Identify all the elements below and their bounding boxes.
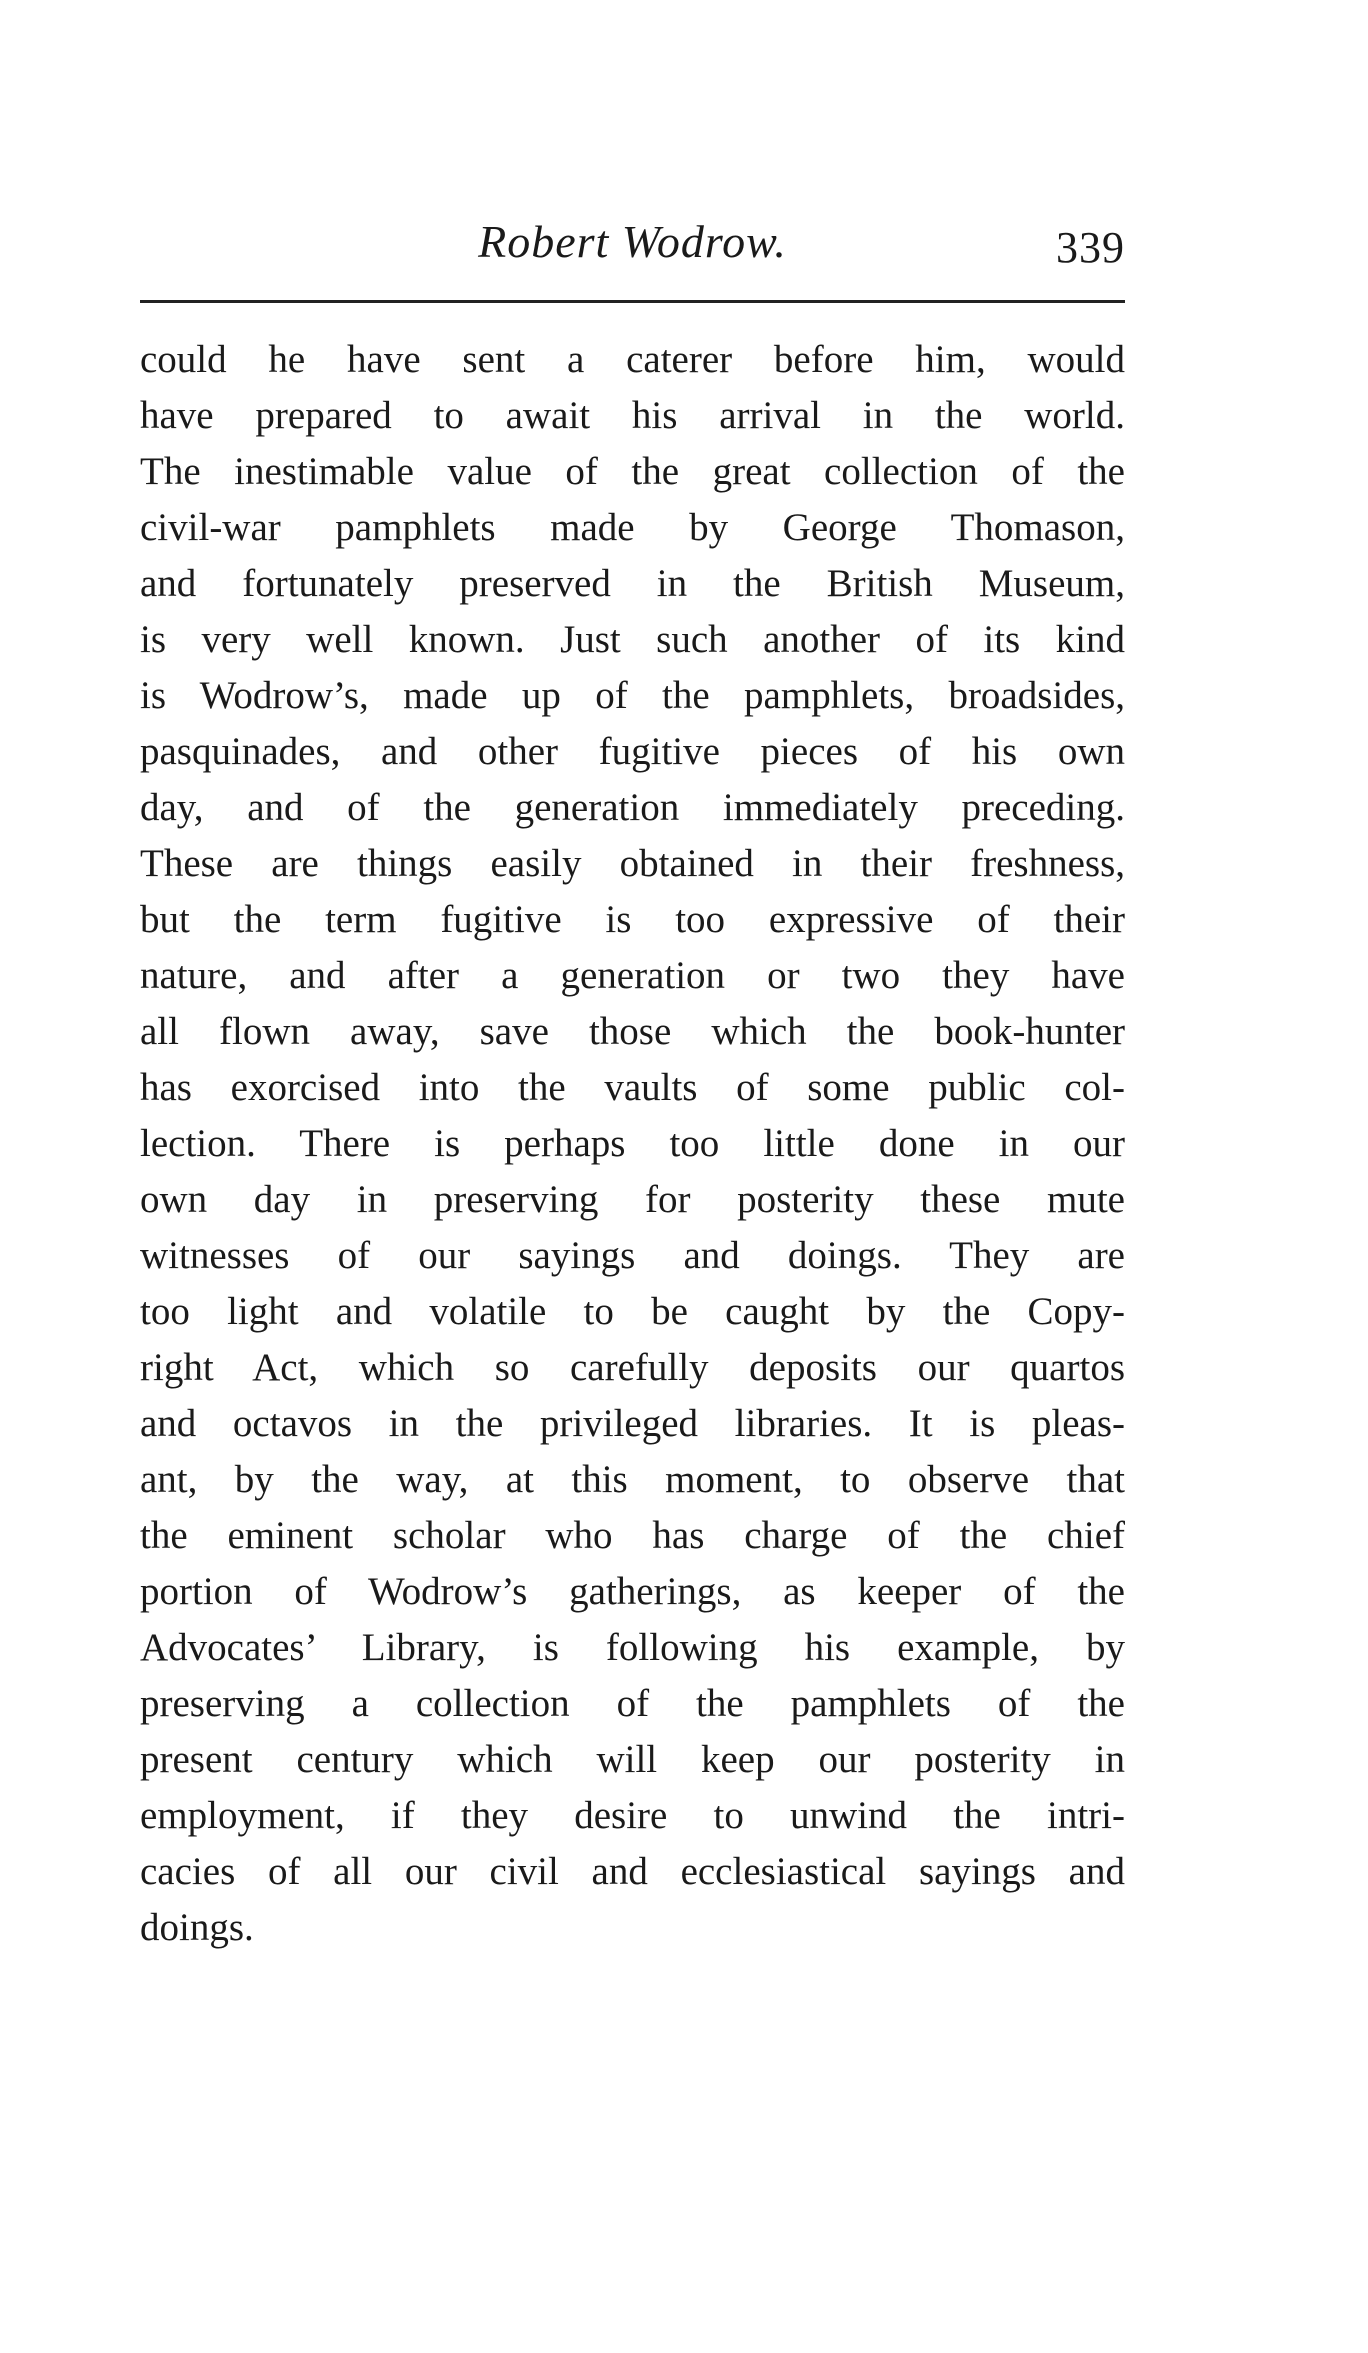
- text-line: could he have sent a caterer before him, would: [140, 338, 1125, 381]
- text-line: too light and volatile to be caught by the Copy-: [140, 1290, 1125, 1333]
- running-title: Robert Wodrow.: [478, 216, 787, 267]
- text-line: and fortunately preserved in the British Museum,: [140, 562, 1125, 605]
- text-line: preserving a collection of the pamphlets of the: [140, 1682, 1125, 1725]
- page-number: 339: [1056, 223, 1125, 272]
- text-line: the eminent scholar who has charge of the chief: [140, 1514, 1125, 1557]
- text-line: ant, by the way, at this moment, to observe that: [140, 1458, 1125, 1501]
- text-line: Advocates’ Library, is following his example, by: [140, 1626, 1125, 1669]
- text-line: have prepared to await his arrival in the world.: [140, 394, 1125, 437]
- text-line: lection. There is perhaps too little done in our: [140, 1122, 1125, 1165]
- text-line: pasquinades, and other fugitive pieces of his own: [140, 730, 1125, 773]
- text-line: present century which will keep our posterity in: [140, 1738, 1125, 1781]
- text-line: nature, and after a generation or two they have: [140, 954, 1125, 997]
- text-line: day, and of the generation immediately preceding.: [140, 786, 1125, 829]
- text-line: witnesses of our sayings and doings. They are: [140, 1234, 1125, 1277]
- text-line: all flown away, save those which the book-hunter: [140, 1010, 1125, 1053]
- running-head: [140, 212, 1125, 282]
- text-line: employment, if they desire to unwind the intri-: [140, 1794, 1125, 1837]
- text-line: own day in preserving for posterity these mute: [140, 1178, 1125, 1221]
- text-line: but the term fugitive is too expressive of their: [140, 898, 1125, 941]
- text-line: and octavos in the privileged libraries. It is pleas-: [140, 1402, 1125, 1445]
- text-line: doings.: [140, 1906, 254, 1949]
- text-line: is Wodrow’s, made up of the pamphlets, broadsides,: [140, 674, 1125, 717]
- text-line: portion of Wodrow’s gatherings, as keeper of the: [140, 1570, 1125, 1613]
- header-rule: [140, 300, 1125, 303]
- text-line: has exorcised into the vaults of some public col-: [140, 1066, 1125, 1109]
- text-line: These are things easily obtained in their freshness,: [140, 842, 1125, 885]
- text-line: cacies of all our civil and ecclesiastical sayings and: [140, 1850, 1125, 1893]
- body-text: [140, 332, 1125, 1956]
- text-line: is very well known. Just such another of its kind: [140, 618, 1125, 661]
- text-line: right Act, which so carefully deposits our quartos: [140, 1346, 1125, 1389]
- text-line: civil-war pamphlets made by George Thomason,: [140, 506, 1125, 549]
- text-line: The inestimable value of the great collection of the: [140, 450, 1125, 493]
